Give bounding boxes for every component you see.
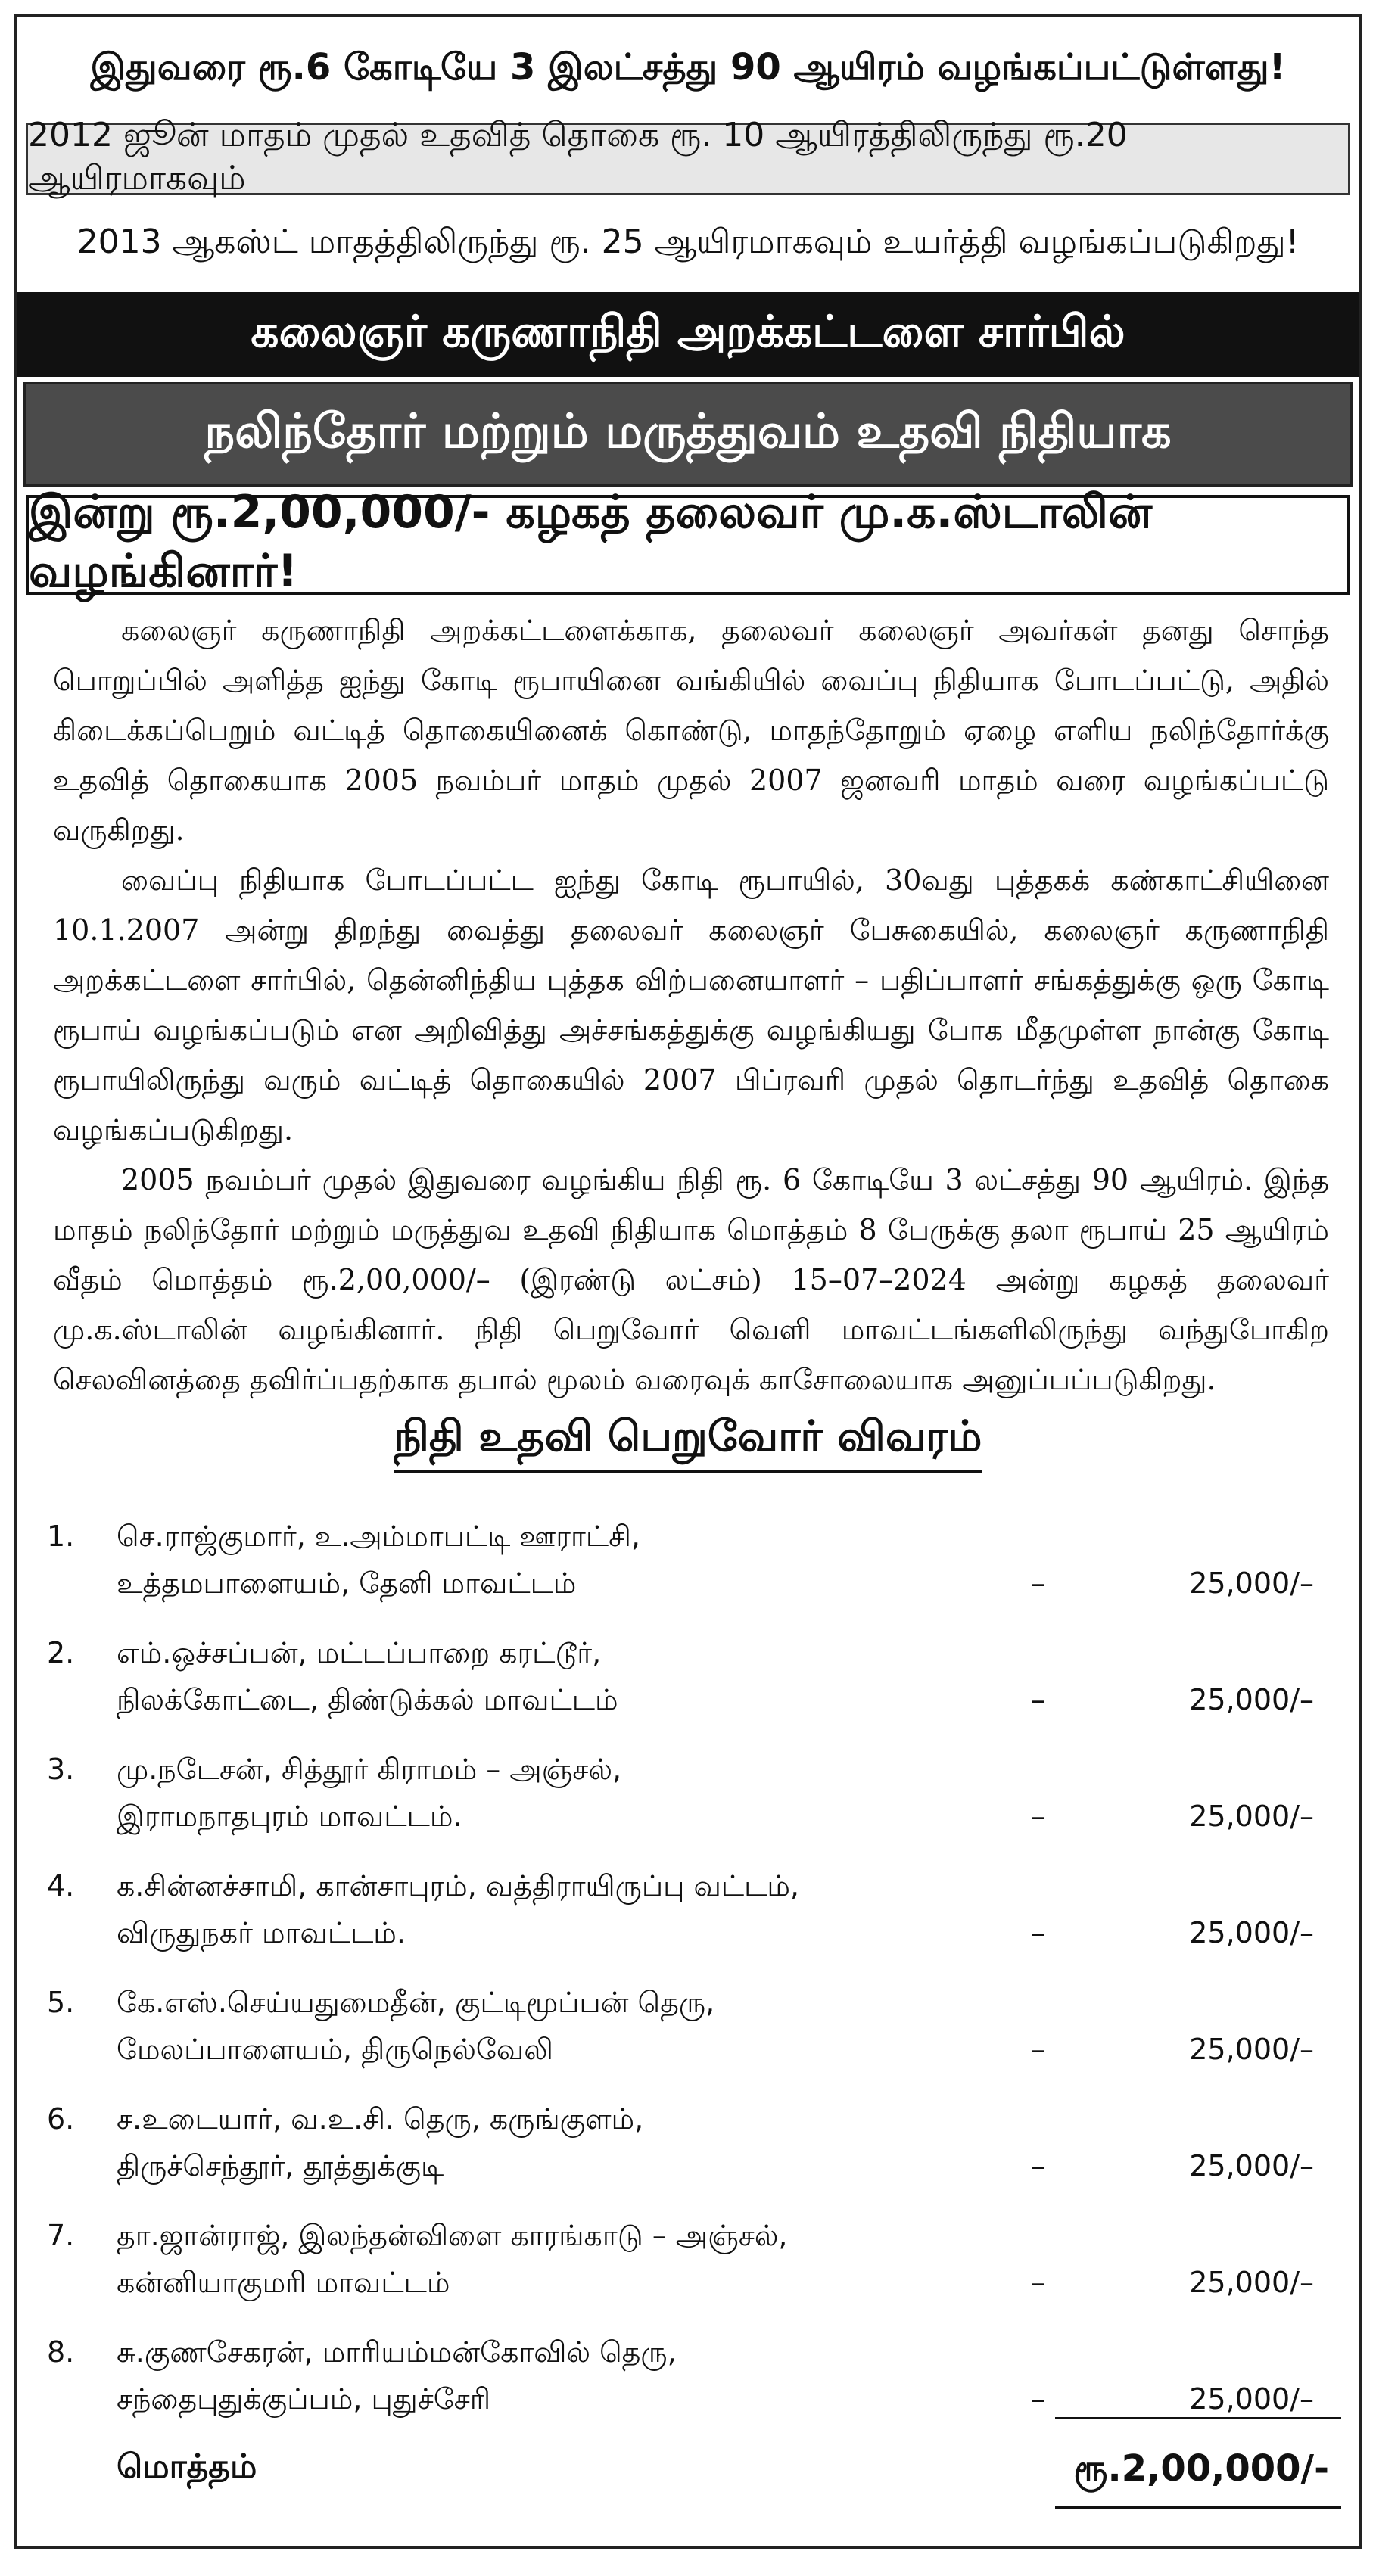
banner-fund-type: நலிந்தோர் மற்றும் மருத்துவம் உதவி நிதியாக (26, 384, 1350, 484)
recipient-name-line: கே.எஸ்.செய்யதுமைதீன், குட்டிமூப்பன் தெரு, (117, 1986, 715, 2019)
headline-increase-2012: 2012 ஜூன் மாதம் முதல் உதவித் தொகை ரூ. 10 ஆயிரத்திலிருந்து ரூ.20 ஆயிரமாகவும் (26, 123, 1350, 195)
total-top-rule (1055, 2417, 1341, 2419)
recipient-place-line: திருச்செந்தூர், தூத்துக்குடி (117, 2149, 444, 2182)
body-text (26, 595, 1350, 1405)
recipient-number: 5. (47, 1986, 75, 2019)
headline-increase-2013: 2013 ஆகஸ்ட் மாதத்திலிருந்து ரூ. 25 ஆயிரமாகவும் உயர்த்தி வழங்கப்படுகிறது! (76, 222, 1300, 261)
recipient-number: 1. (47, 1520, 75, 1553)
recipient-amount: 25,000/– (1189, 2033, 1314, 2066)
recipient-amount: 25,000/– (1189, 1916, 1314, 1949)
total-label: மொத்தம் (117, 2447, 257, 2486)
recipient-amount: 25,000/– (1189, 2382, 1314, 2416)
recipient-dash: – (1031, 2266, 1045, 2299)
recipient-amount: 25,000/– (1189, 2266, 1314, 2299)
paragraph-1: கலைஞர் கருணாநிதி அறக்கட்டளைக்காக, தலைவர் கலைஞர் அவர்கள் தனது சொந்த பொறுப்பில் அளித்த ஐந்து கோடி ரூபாயினை வங்கியில் வைப்பு நிதியாக போடப்பட்டு, அதில் கிடைக்கப்பெறும் வட்டித் தொகையினைக் கொண்டு, மாதந்தோறும் ஏழை எளிய நலிந்தோர்க்கு உதவித் தொகையாக 2005 நவம்பர் மாதம் முதல் 2007 ஜனவரி மாதம் வரை வழங்கப்பட்டு வருகிறது. (53, 614, 1329, 847)
banner-today-amount: இன்று ரூ.2,00,000/- கழகத் தலைவர் மு.க.ஸ்டாலின் வழங்கினார்! (26, 495, 1350, 595)
recipient-row (17, 1514, 1359, 1630)
recipient-name-line: ச.உடையார், வ.உ.சி. தெரு, கருங்குளம், (117, 2102, 644, 2136)
recipient-amount: 25,000/– (1189, 1566, 1314, 1600)
recipients-list (17, 1514, 1359, 2446)
total-value: ரூ.2,00,000/- (1073, 2447, 1329, 2490)
recipient-dash: – (1031, 2382, 1045, 2416)
notice-page (14, 14, 1362, 2549)
recipient-dash: – (1031, 1916, 1045, 1949)
recipient-number: 3. (47, 1753, 75, 1786)
recipient-dash: – (1031, 1800, 1045, 1833)
paragraph-3: 2005 நவம்பர் முதல் இதுவரை வழங்கிய நிதி ரூ. 6 கோடியே 3 லட்சத்து 90 ஆயிரம். இந்த மாதம் நலிந்தோர் மற்றும் மருத்துவ உதவி நிதியாக மொத்தம் 8 பேருக்கு தலா ரூபாய் 25 ஆயிரம் வீதம் மொத்தம் ரூ.2,00,000/– (இரண்டு லட்சம்) 15–07–2024 அன்று கழகத் தலைவர் மு.க.ஸ்டாலின் வழங்கினார். நிதி பெறுவோர் வெளி மாவட்டங்களிலிருந்து வந்துபோகிற செலவினத்தை தவிர்ப்பதற்காக தபால் மூலம் வரைவுக் காசோலையாக அனுப்பப்படுகிறது. (53, 1163, 1329, 1396)
recipient-name-line: க.சின்னச்சாமி, கான்சாபுரம், வத்திராயிருப்பு வட்டம், (117, 1869, 799, 1902)
recipient-dash: – (1031, 1566, 1045, 1600)
recipient-place-line: விருதுநகர் மாவட்டம். (117, 1916, 406, 1949)
recipient-row (17, 2096, 1359, 2213)
recipient-place-line: உத்தமபாளையம், தேனி மாவட்டம் (117, 1566, 577, 1600)
recipients-heading: நிதி உதவி பெறுவோர் விவரம் (394, 1412, 982, 1473)
banner-trust-name: கலைஞர் கருணாநிதி அறக்கட்டளை சார்பில் (17, 292, 1359, 377)
total-row (17, 2417, 1359, 2515)
recipient-name-line: சு.குணசேகரன், மாரியம்மன்கோவில் தெரு, (117, 2335, 677, 2369)
recipient-name-line: செ.ராஜ்குமார், உ.அம்மாபட்டி ஊராட்சி, (117, 1520, 640, 1553)
recipient-row (17, 1747, 1359, 1863)
recipient-name-line: மு.நடேசன், சித்தூர் கிராமம் – அஞ்சல், (117, 1753, 622, 1786)
recipient-number: 4. (47, 1869, 75, 1902)
recipient-number: 8. (47, 2335, 75, 2369)
paragraph-2: வைப்பு நிதியாக போடப்பட்ட ஐந்து கோடி ரூபாயில், 30வது புத்தகக் கண்காட்சியினை 10.1.2007 அன்று திறந்து வைத்து தலைவர் கலைஞர் பேசுகையில், கலைஞர் கருணாநிதி அறக்கட்டளை சார்பில், தென்னிந்திய புத்தக விற்பனையாளர் – பதிப்பாளர் சங்கத்துக்கு ஒரு கோடி ரூபாய் வழங்கப்படும் என அறிவித்து அச்சங்கத்துக்கு வழங்கியது போக மீதமுள்ள நான்கு கோடி ரூபாயிலிருந்து வரும் வட்டித் தொகையில் 2007 பிப்ரவரி முதல் தொடர்ந்து உதவித் தொகை வழங்கப்படுகிறது. (53, 863, 1329, 1146)
recipient-row (17, 1863, 1359, 1980)
recipient-number: 7. (47, 2219, 75, 2252)
recipient-row (17, 2213, 1359, 2329)
recipient-dash: – (1031, 1683, 1045, 1716)
recipient-place-line: சந்தைபுதுக்குப்பம், புதுச்சேரி (117, 2382, 491, 2416)
headline-total-given: இதுவரை ரூ.6 கோடியே 3 இலட்சத்து 90 ஆயிரம் வழங்கப்பட்டுள்ளது! (90, 46, 1286, 89)
recipient-row (17, 1630, 1359, 1747)
recipient-place-line: நிலக்கோட்டை, திண்டுக்கல் மாவட்டம் (117, 1683, 618, 1716)
recipient-dash: – (1031, 2149, 1045, 2182)
recipient-dash: – (1031, 2033, 1045, 2066)
recipients-heading-wrap (17, 1412, 1359, 1497)
recipient-amount: 25,000/– (1189, 2149, 1314, 2182)
recipient-number: 6. (47, 2102, 75, 2136)
recipient-name-line: தா.ஜான்ராஜ், இலந்தன்விளை காரங்காடு – அஞ்சல், (117, 2219, 788, 2252)
recipient-number: 2. (47, 1636, 75, 1669)
total-bottom-rule (1055, 2506, 1341, 2509)
recipient-place-line: மேலப்பாளையம், திருநெல்வேலி (117, 2033, 553, 2066)
recipient-name-line: எம்.ஒச்சப்பன், மட்டப்பாறை கரட்டூர், (117, 1636, 602, 1669)
recipient-row (17, 1980, 1359, 2096)
recipient-amount: 25,000/– (1189, 1683, 1314, 1716)
recipient-place-line: கன்னியாகுமரி மாவட்டம் (117, 2266, 450, 2299)
recipient-amount: 25,000/– (1189, 1800, 1314, 1833)
recipient-place-line: இராமநாதபுரம் மாவட்டம். (117, 1800, 462, 1833)
